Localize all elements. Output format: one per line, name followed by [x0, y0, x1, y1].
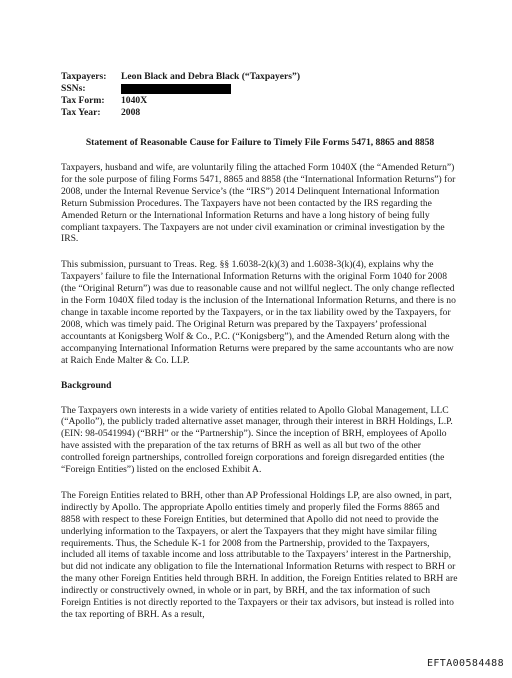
taxpayers-value: Leon Black and Debra Black (“Taxpayers”) [121, 71, 301, 82]
paragraph-background-1: The Taxpayers own interests in a wide variety of entities related to Apollo Global Management, LLC (“Apollo”), the publicly traded alternative asset manager, through their interest in BRH Holdings, L.P. (EIN: 98-0541994) (“BRH” or the “Partnership”). Since the inception of BRH, employees of Apollo have assisted with the preparation of the tax returns of BRH as well as all but two of the other controlled foreign partnerships, controlled foreign corporations and foreign disregarded entities (the “Foreign Entities”) listed on the enclosed Exhibit A. [61, 404, 453, 476]
tax-form-value: 1040X [121, 95, 148, 106]
tax-form-label: Tax Form: [61, 95, 105, 106]
taxpayers-row [61, 71, 459, 83]
section-heading-background: Background [61, 379, 112, 391]
bates-number: EFTA00584488 [426, 658, 504, 669]
taxpayers-label: Taxpayers: [61, 71, 107, 82]
tax-year-label: Tax Year: [61, 107, 101, 118]
header-block [61, 71, 459, 119]
tax-form-row [61, 95, 459, 107]
document-page [61, 71, 459, 621]
ssns-row [61, 83, 459, 95]
paragraph-submission: This submission, pursuant to Treas. Reg. §§ 1.6038-2(k)(3) and 1.6038-3(k)(4), explains why the Taxpayers’ failure to file the International Information Returns with the original Form 1040 for 2008 (the “Original Return”) was due to reasonable cause and not willful neglect. The only change reflected in the Form 1040X filed today is the inclusion of the International Information Returns, and there is no change in taxable income reported by the Taxpayers, or in the tax liability owed by the Taxpayers, for 2008, which was timely paid. The Original Return was prepared by the Taxpayers’ professional accountants at Konigsberg Wolf & Co., P.C. (“Konigsberg”), and the Amended Return along with the accompanying International Information Returns were prepared by the same accountants who are now at Raich Ende Malter & Co. LLP. [61, 259, 456, 366]
tax-year-value: 2008 [121, 107, 141, 118]
paragraph-intro: Taxpayers, husband and wife, are voluntarily filing the attached Form 1040X (the “Amended Return”) for the sole purpose of filing Forms 5471, 8865 and 8858 (the “International Information Returns”) for 2008, under the Internal Revenue Service’s (the “IRS”) 2014 Delinquent International Information Return Submission Procedures. The Taxpayers have not been contacted by the IRS regarding the Amended Return or the International Information Returns and have a long history of being fully compliant taxpayers. The Taxpayers are not under civil examination or criminal investigation by the IRS. [61, 162, 456, 245]
paragraph-background-2: The Foreign Entities related to BRH, other than AP Professional Holdings LP, are also owned, in part, indirectly by Apollo. The appropriate Apollo entities timely and properly filed the Forms 8865 and 8858 with respect to these Foreign Entities, but determined that Apollo did not need to provide the underlying information to the Taxpayers, or alert the Taxpayers that they might have similar filing requirements. Thus, the Schedule K-1 for 2008 from the Partnership, provided to the Taxpayers, included all items of taxable income and loss attributable to the Taxpayers’ interest in the Partnership, but did not indicate any obligation to file the International Information Returns with respect to BRH or the many other Foreign Entities held through BRH. In addition, the Foreign Entities related to BRH are indirectly or constructively owned, in whole or in part, by BRH, and the tax information of such Foreign Entities is not directly reported to the Taxpayers or their tax advisors, but instead is rolled into the tax reporting of BRH. As a result, [61, 489, 458, 620]
statement-title: Statement of Reasonable Cause for Failure to Timely File Forms 5471, 8865 and 8858 [85, 137, 435, 148]
tax-year-row [61, 107, 459, 119]
ssns-label: SSNs: [61, 83, 86, 94]
ssn-redaction [121, 84, 231, 94]
